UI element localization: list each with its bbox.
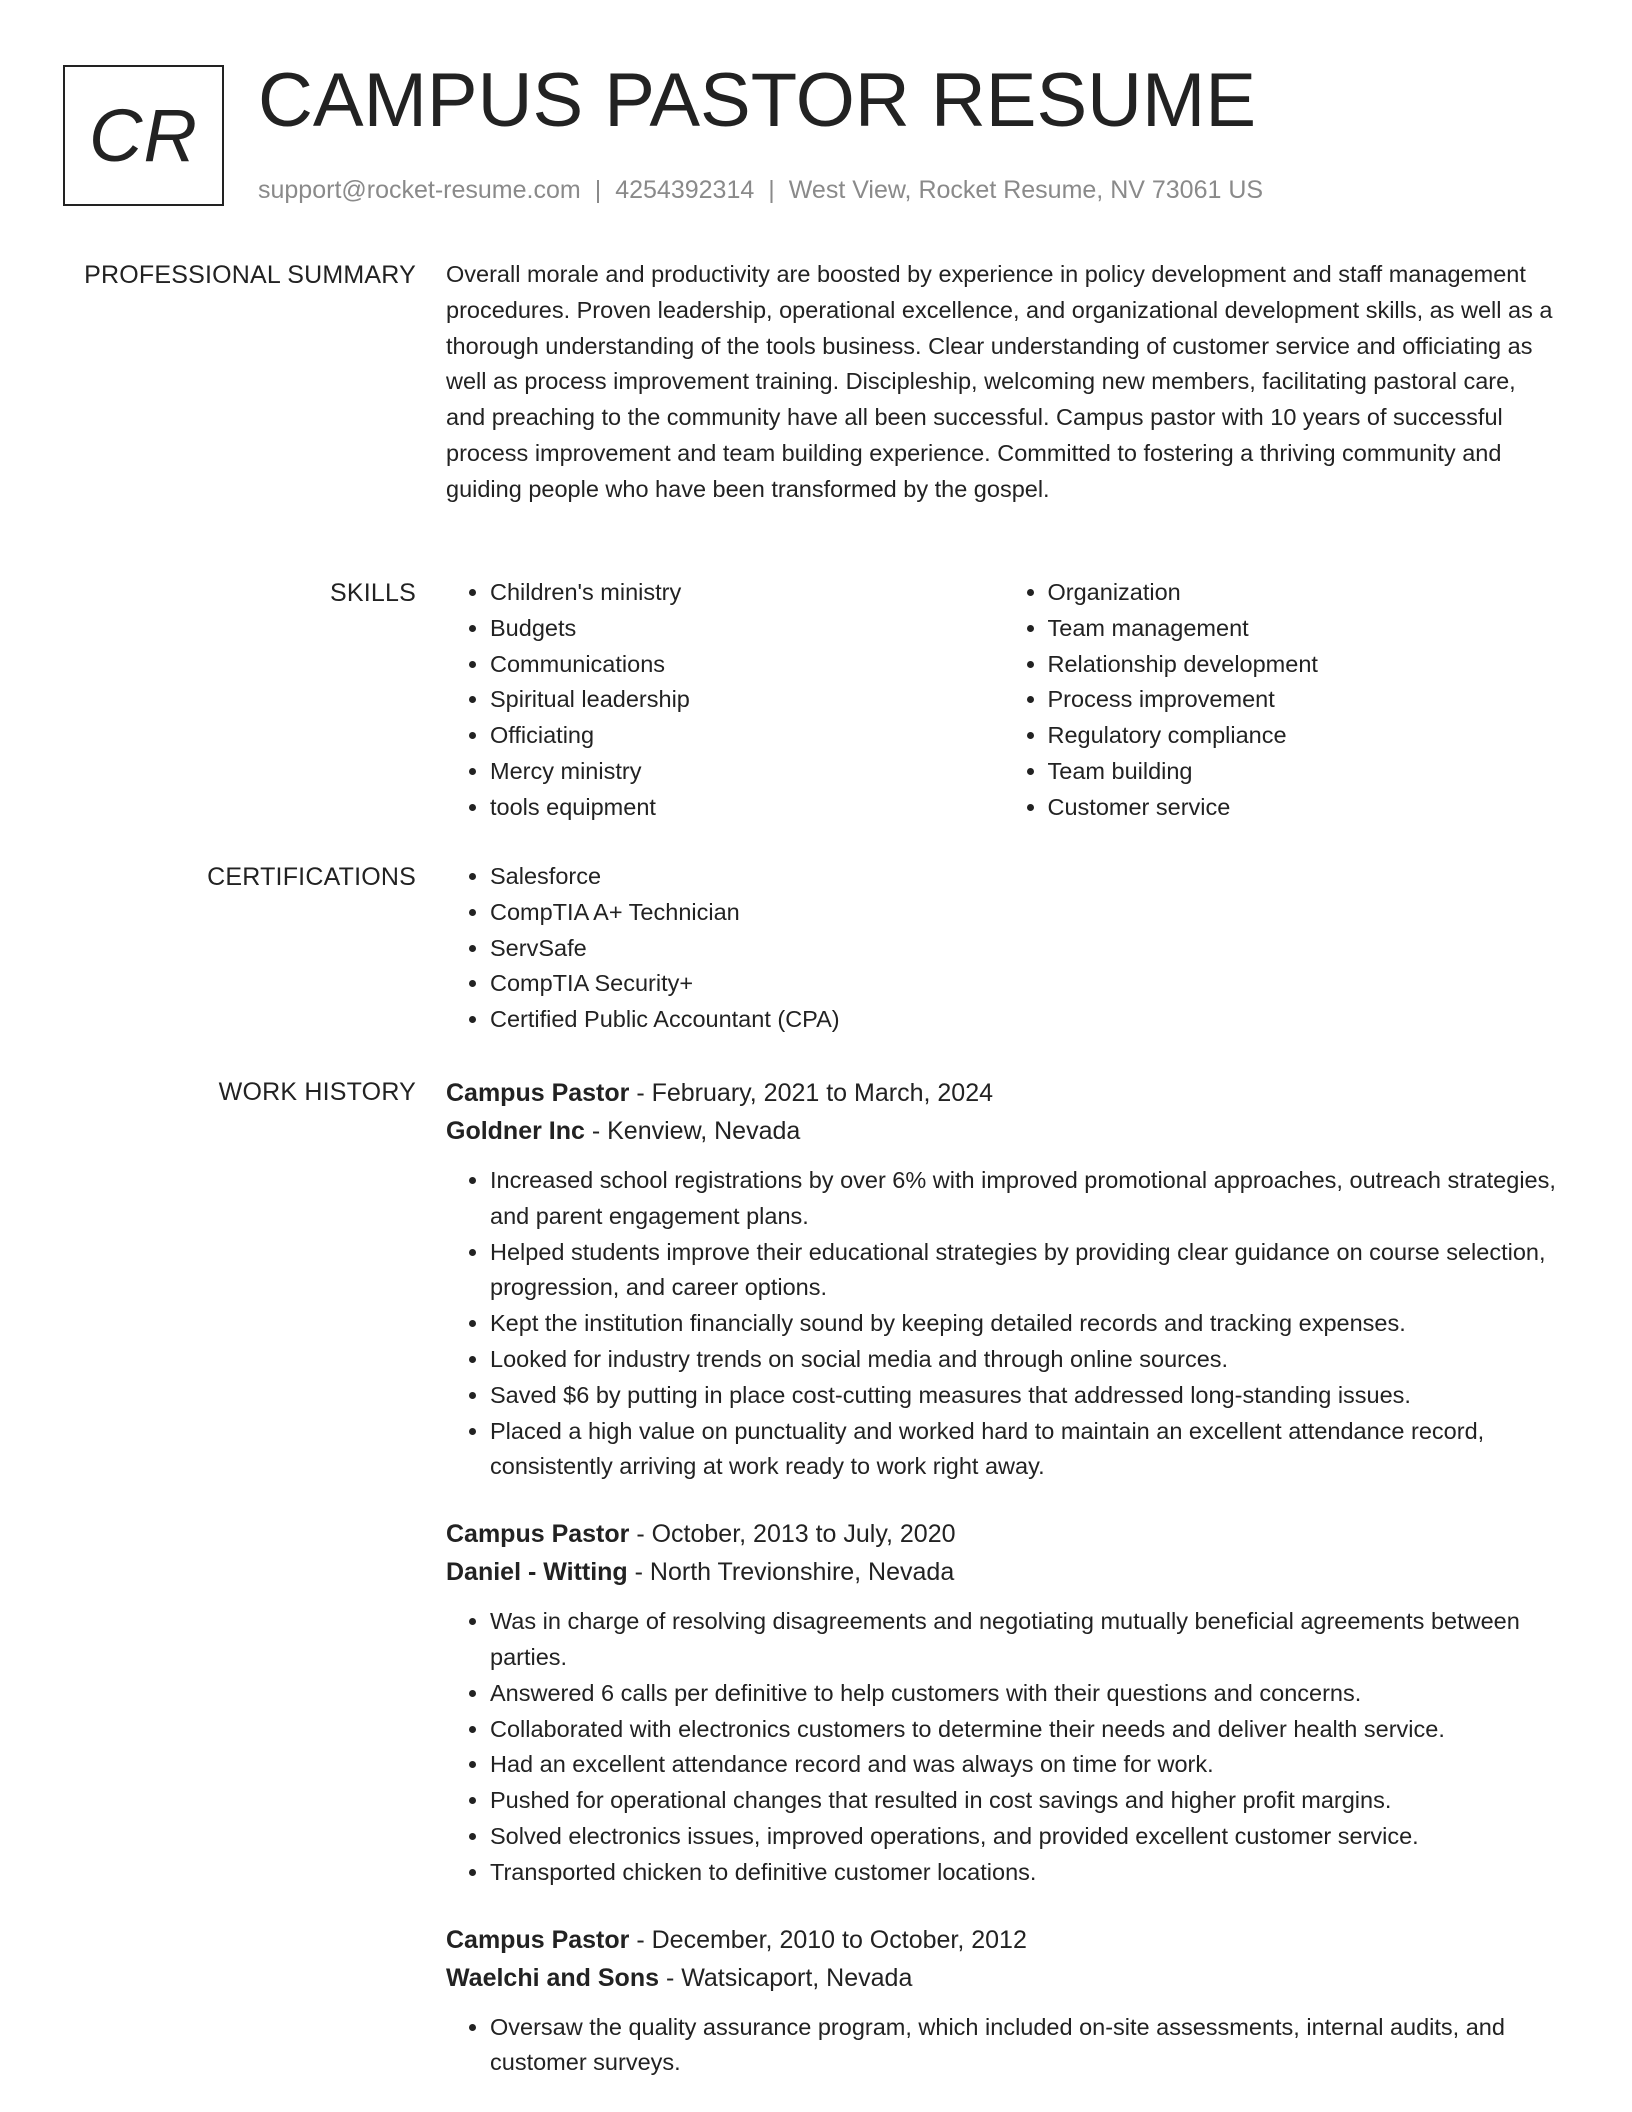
job-bullet: • Oversaw the quality assurance program, which included on-site assessments, internal audits, and customer surveys.: [490, 2010, 1561, 2082]
job-bullet: • Collaborated with electronics customers to determine their needs and deliver health service.: [490, 1712, 1561, 1748]
job-bullet: • Placed a high value on punctuality and worked hard to maintain an excellent attendance record, consistently arriving at work ready to work right away.: [490, 1414, 1561, 1486]
job-bullets: [446, 1604, 1561, 1890]
job-entry: [446, 1921, 1561, 2082]
job-title-line: [446, 1921, 1561, 1959]
skill-item: • Team management: [1048, 611, 1562, 647]
job-bullet: • Saved $6 by putting in place cost-cutting measures that addressed long-standing issues.: [490, 1378, 1561, 1414]
skill-item: • Spiritual leadership: [490, 682, 1004, 718]
job-title: Campus Pastor: [446, 1925, 630, 1954]
certification-item: • Certified Public Accountant (CPA): [490, 1002, 1561, 1038]
job-bullets: [446, 2010, 1561, 2082]
job-dates: - October, 2013 to July, 2020: [629, 1520, 956, 1549]
summary-body: [446, 257, 1561, 508]
job-location: - North Trevionshire, Nevada: [627, 1558, 955, 1587]
job-bullet: • Looked for industry trends on social media and through online sources.: [490, 1342, 1561, 1378]
job-dates: - February, 2021 to March, 2024: [629, 1079, 994, 1107]
job-bullet: • Answered 6 calls per definitive to help customers with their questions and concerns.: [490, 1676, 1561, 1712]
contact-address: West View, Rocket Resume, NV 73061 US: [788, 176, 1264, 204]
contact-line: [258, 174, 1263, 206]
skill-item: • Relationship development: [1048, 647, 1562, 683]
job-bullet: • Was in charge of resolving disagreements and negotiating mutually beneficial agreements between parties.: [490, 1604, 1561, 1676]
section-label-summary: PROFESSIONAL SUMMARY: [84, 261, 416, 289]
skills-columns: [446, 575, 1561, 826]
job-title: Campus Pastor: [446, 1079, 630, 1107]
monogram-initials: CR: [89, 94, 198, 177]
skill-item: • Mercy ministry: [490, 754, 1004, 790]
skills-body: [446, 575, 1561, 826]
skill-item: • Organization: [1048, 575, 1562, 611]
job-company-line: [446, 1959, 1561, 1997]
job-bullet: • Increased school registrations by over 6% with improved promotional approaches, outreach strategies, and parent engagement plans.: [490, 1163, 1561, 1235]
job-location: - Kenview, Nevada: [584, 1117, 801, 1145]
skill-item: • Budgets: [490, 611, 1004, 647]
skill-item: • Communications: [490, 647, 1004, 683]
certification-item: • Salesforce: [490, 859, 1561, 895]
job-company: Goldner Inc: [446, 1117, 585, 1145]
job-bullet: • Transported chicken to definitive customer locations.: [490, 1855, 1561, 1891]
job-bullets: [446, 1163, 1561, 1485]
job-company-line: [446, 1553, 1561, 1591]
monogram-box: [63, 65, 224, 206]
skill-item: • Team building: [1048, 754, 1562, 790]
skill-item: • Process improvement: [1048, 682, 1562, 718]
section-label-work-history: WORK HISTORY: [218, 1078, 416, 1106]
job-bullet: • Had an excellent attendance record and was always on time for work.: [490, 1747, 1561, 1783]
section-label-skills: SKILLS: [330, 579, 416, 607]
job-bullet: • Kept the institution financially sound by keeping detailed records and tracking expenses.: [490, 1306, 1561, 1342]
skill-item: • Children's ministry: [490, 575, 1004, 611]
job-dates: - December, 2010 to October, 2012: [629, 1925, 1027, 1954]
job-location: - Watsicaport, Nevada: [659, 1963, 913, 1992]
job-bullet: • Helped students improve their educational strategies by providing clear guidance on course selection, progression, and career options.: [490, 1235, 1561, 1307]
certification-item: • CompTIA Security+: [490, 966, 1561, 1002]
certifications-body: [446, 859, 1561, 1038]
certification-item: • CompTIA A+ Technician: [490, 895, 1561, 931]
job-entry: [446, 1074, 1561, 1485]
job-entry: [446, 1515, 1561, 1890]
job-company: Waelchi and Sons: [446, 1963, 660, 1992]
contact-separator: |: [768, 176, 775, 204]
job-company: Daniel - Witting: [446, 1558, 628, 1587]
job-title: Campus Pastor: [446, 1520, 630, 1549]
certifications-list: [446, 859, 1561, 1038]
skill-item: • Regulatory compliance: [1048, 718, 1562, 754]
skill-item: • Officiating: [490, 718, 1004, 754]
contact-email: support@rocket-resume.com: [258, 176, 581, 204]
skills-list-right: [1004, 575, 1562, 826]
resume-title: CAMPUS PASTOR RESUME: [258, 58, 1257, 143]
job-title-line: [446, 1074, 1561, 1112]
job-bullet: • Solved electronics issues, improved operations, and provided excellent customer service.: [490, 1819, 1561, 1855]
skills-list-left: [446, 575, 1004, 826]
section-label-certifications: CERTIFICATIONS: [207, 863, 416, 891]
skill-item: • Customer service: [1048, 790, 1562, 826]
job-company-line: [446, 1112, 1561, 1150]
summary-text: Overall morale and productivity are boosted by experience in policy development and staff management procedures. Proven leadership, operational excellence, and organizational development skills, as well as a thorough understanding of the tools business. Clear understanding of customer service and officiating as well as process improvement training. Discipleship, welcoming new members, facilitating pastoral care, and preaching to the community have all been successful. Campus pastor with 10 years of successful process improvement and team building experience. Committed to fostering a thriving community and guiding people who have been transformed by the gospel.: [446, 261, 1553, 502]
contact-phone: 4254392314: [615, 176, 755, 204]
contact-separator: |: [594, 176, 602, 204]
skill-item: • tools equipment: [490, 790, 1004, 826]
job-title-line: [446, 1515, 1561, 1553]
work-history-body: [446, 1074, 1561, 2111]
certification-item: • ServSafe: [490, 931, 1561, 967]
job-bullet: • Pushed for operational changes that resulted in cost savings and higher profit margins.: [490, 1783, 1561, 1819]
